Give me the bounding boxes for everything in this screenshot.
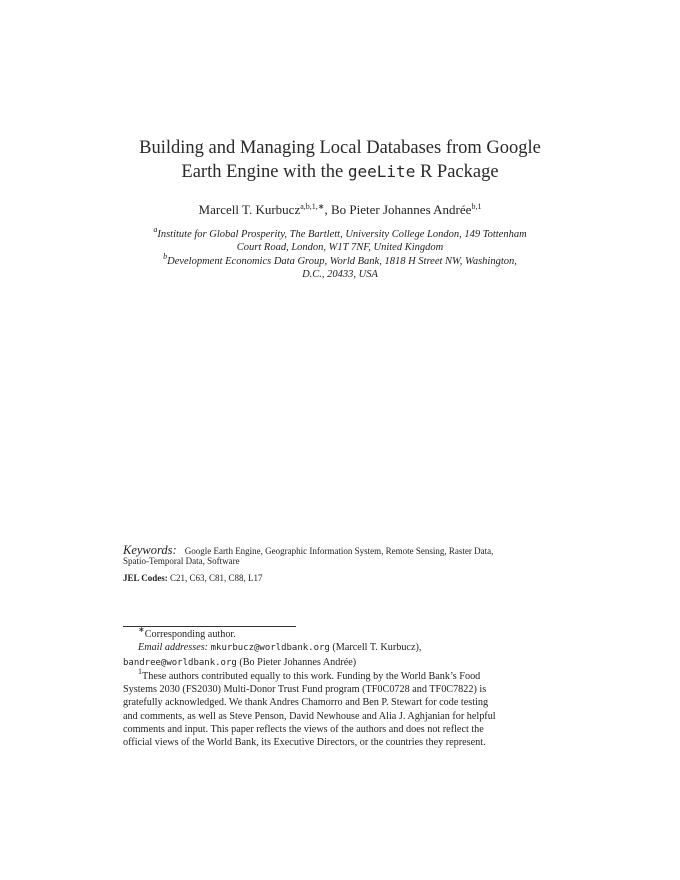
footnote-1-line-6: official views of the World Bank, its Executive Directors, or the countries they represent. xyxy=(123,737,486,749)
footnote-1-line-1 xyxy=(123,666,555,683)
title-line-2 xyxy=(0,160,680,184)
email-line-2 xyxy=(123,656,555,670)
package-name: geeLite xyxy=(347,162,416,181)
footnotes xyxy=(123,625,555,750)
footnote-1-line-5: comments and input. This paper reflects the views of the authors and does not reflect the xyxy=(123,724,484,736)
title-line-1: Building and Managing Local Databases from Google xyxy=(139,138,541,158)
jel-values: C21, C63, C81, C88, L17 xyxy=(170,573,263,583)
keywords-label: Keywords: xyxy=(123,543,177,557)
footnote-1-line-3: gratefully acknowledged. We thank Andres Chamorro and Ben P. Stewart for code testing xyxy=(123,697,489,709)
fn1-mark: 1 xyxy=(138,666,142,676)
fn1-text-1: These authors contributed equally to this work. Funding by the World Bank’s Food xyxy=(142,670,481,682)
footnote-1-line-2: Systems 2030 (FS2030) Multi-Donor Trust Fund program (TF0C0728 and TF0C7822) is xyxy=(123,684,487,696)
author-separator: , xyxy=(324,202,331,217)
email-label: Email addresses: xyxy=(138,642,209,654)
author-2-affil: b,1 xyxy=(471,202,482,211)
paper-title xyxy=(0,136,680,184)
email-1-name: (Marcell T. Kurbucz), xyxy=(329,642,422,654)
email-2-name: (Bo Pieter Johannes Andrée) xyxy=(236,656,357,668)
affiliation-a xyxy=(0,225,680,254)
affiliation-b xyxy=(0,252,680,281)
email-1[interactable]: mkurbucz@worldbank.org xyxy=(210,643,330,654)
author-1-affil: a,b,1,∗ xyxy=(300,202,325,211)
keywords-text: Google Earth Engine, Geographic Information System, Remote Sensing, Raster Data, xyxy=(184,546,494,556)
affiliation-a-line-1: Institute for Global Prosperity, The Bartlett, University College London, 149 Tottenham xyxy=(157,229,527,240)
author-list xyxy=(0,202,680,218)
jel-codes xyxy=(123,573,263,583)
keywords-text-2: Spatio-Temporal Data, Software xyxy=(123,556,240,566)
title-line-2-pre: Earth Engine with the xyxy=(181,162,348,182)
affiliation-b-line-2: D.C., 20433, USA xyxy=(302,269,378,280)
affiliation-a-line-2: Court Road, London, W1T 7NF, United Kingdom xyxy=(236,242,444,253)
affiliation-b-line-1: Development Economics Data Group, World Bank, 1818 H Street NW, Washington, xyxy=(167,256,517,267)
corr-text: Corresponding author. xyxy=(144,629,236,640)
keywords xyxy=(123,545,555,566)
author-2: Bo Pieter Johannes Andrée xyxy=(330,202,472,217)
author-1: Marcell T. Kurbucz xyxy=(198,202,301,217)
email-line xyxy=(123,641,555,655)
email-2[interactable]: bandree@worldbank.org xyxy=(123,657,237,668)
jel-label: JEL Codes: xyxy=(123,573,168,583)
affiliation-a-mark: a xyxy=(153,225,158,234)
footnote-1-line-4: and comments, as well as Steve Penson, David Newhouse and Alia J. Aghjanian for helpful xyxy=(123,710,496,722)
footnote-divider xyxy=(123,626,296,627)
affiliation-b-mark: b xyxy=(163,252,168,261)
corr-mark: ∗ xyxy=(138,625,145,634)
title-line-2-post: R Package xyxy=(415,162,499,182)
corresponding-footnote xyxy=(123,625,555,641)
